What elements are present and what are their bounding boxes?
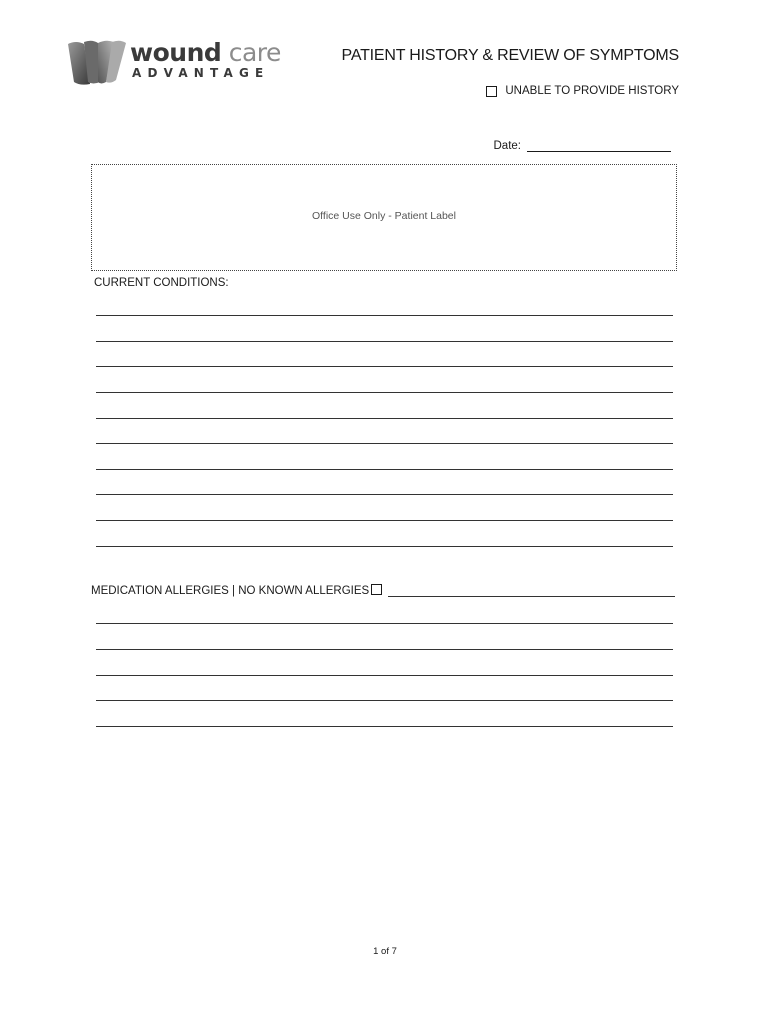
medication-allergies-line[interactable]	[96, 675, 673, 676]
unable-to-provide-history-checkbox[interactable]	[486, 86, 497, 97]
current-conditions-line[interactable]	[96, 418, 673, 419]
page-number: 1 of 7	[373, 946, 397, 957]
current-conditions-heading: CURRENT CONDITIONS:	[94, 277, 229, 289]
current-conditions-line[interactable]	[96, 443, 673, 444]
medication-allergies-line[interactable]	[96, 649, 673, 650]
current-conditions-line[interactable]	[96, 392, 673, 393]
current-conditions-line[interactable]	[96, 546, 673, 547]
patient-label-box-text: Office Use Only - Patient Label	[312, 210, 456, 222]
medication-allergies-line[interactable]	[96, 623, 673, 624]
unable-to-provide-history-option[interactable]	[486, 85, 679, 97]
current-conditions-line[interactable]	[96, 520, 673, 521]
medication-allergies-row	[91, 584, 675, 597]
logo-subtitle: ADVANTAGE	[132, 66, 270, 80]
document-title: PATIENT HISTORY & REVIEW OF SYMPTOMS	[341, 47, 679, 64]
logo	[66, 38, 281, 86]
unable-to-provide-history-label: UNABLE TO PROVIDE HISTORY	[505, 85, 679, 97]
medication-allergies-heading: MEDICATION ALLERGIES | NO KNOWN ALLERGIES	[91, 585, 370, 597]
current-conditions-line[interactable]	[96, 366, 673, 367]
current-conditions-line[interactable]	[96, 341, 673, 342]
date-field	[494, 139, 672, 152]
date-input-line[interactable]	[527, 139, 671, 152]
date-label: Date:	[493, 140, 521, 152]
medication-allergies-line[interactable]	[96, 726, 673, 727]
current-conditions-line[interactable]	[96, 315, 673, 316]
logo-wordmark: wound care	[130, 38, 281, 67]
wound-care-logo-mark-icon	[66, 38, 128, 86]
medication-allergies-input-line[interactable]	[388, 584, 675, 597]
patient-label-box	[91, 164, 677, 271]
current-conditions-line[interactable]	[96, 494, 673, 495]
medication-allergies-line[interactable]	[96, 700, 673, 701]
no-known-allergies-checkbox[interactable]	[371, 584, 382, 595]
current-conditions-line[interactable]	[96, 469, 673, 470]
